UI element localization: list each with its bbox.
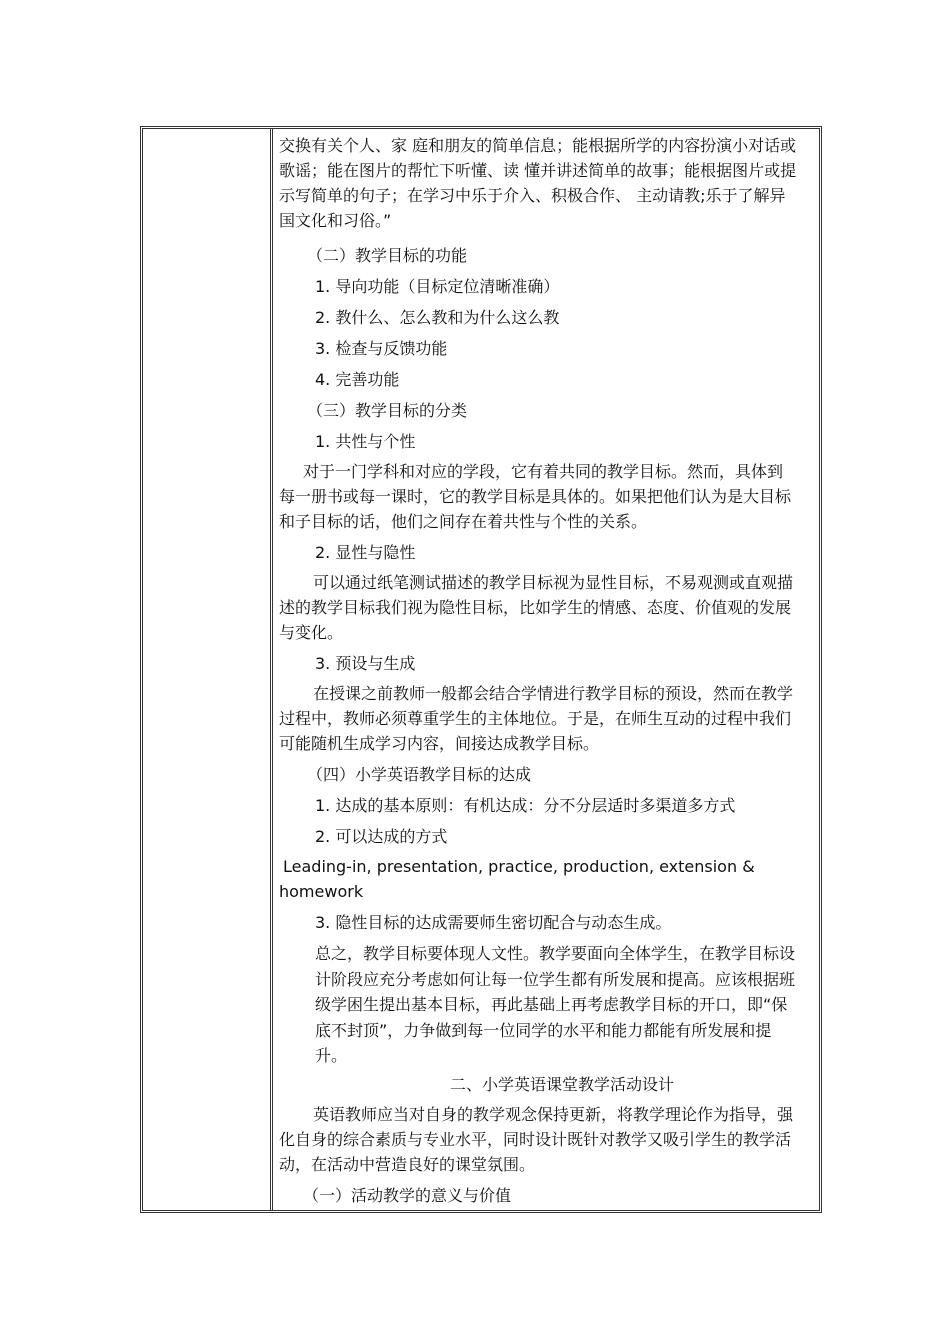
text-line: 化自身的综合素质与专业水平，同时设计既针对教学又吸引学生的教学活: [279, 1130, 792, 1149]
list-item: [315, 274, 559, 299]
text-line: 可能随机生成学习内容，间接达成教学目标。: [279, 734, 600, 753]
text-line: 2. 可以达成的方式: [315, 827, 448, 846]
section-heading-2: [307, 243, 467, 268]
text-line: 动，在活动中营造良好的课堂氛围。: [279, 1155, 536, 1174]
paragraph-commonality: [279, 459, 791, 534]
text-line: 升。: [315, 1046, 348, 1065]
text-line: 歌谣；能在图片的帮忙下听懂、读 懂并讲述简单的故事；能根据图片或提: [279, 161, 797, 180]
text-line: （二）教学目标的功能: [307, 246, 468, 265]
text-line: 2. 显性与隐性: [315, 543, 416, 562]
paragraph-explicit-implicit: [279, 570, 793, 645]
text-line: 英语教师应当对自身的教学观念保持更新，将教学理论作为指导，强: [313, 1105, 794, 1124]
text-line: homework: [279, 882, 364, 901]
paragraph-summary: [315, 941, 795, 1069]
paragraph-preset-generated: [279, 681, 793, 756]
text-line: Leading-in, presentation, practice, production, extension &: [283, 857, 755, 876]
text-line: （四）小学英语教学目标的达成: [307, 765, 532, 784]
text-line: 3. 隐性目标的达成需要师生密切配合与动态生成。: [315, 913, 672, 932]
section-heading-activity: [303, 1183, 511, 1208]
text-line: 总之，教学目标要体现人文性。教学要面向全体学生，在教学目标设: [315, 944, 796, 963]
list-item: [315, 367, 399, 392]
section-heading-4: [307, 762, 531, 787]
text-line: 计阶段应充分考虑如何让每一位学生都有所发展和提高。应该根据班: [315, 969, 796, 989]
list-item: [315, 336, 447, 361]
content-table: [140, 126, 822, 1213]
text-line: 交换有关个人、家 庭和朋友的简单信息；能根据所学的内容扮演小对话或: [279, 136, 797, 155]
paragraph-curriculum-quote: [279, 133, 796, 233]
paragraph-english-methods: [279, 854, 755, 904]
table-right-cell: [279, 129, 819, 1210]
section-heading-3: [307, 398, 467, 423]
list-item: [315, 793, 735, 818]
text-line: 1. 共性与个性: [315, 432, 416, 451]
text-line: 和子目标的话，他们之间存在着共性与个性的关系。: [279, 512, 648, 531]
text-line: 2. 教什么、怎么教和为什么这么教: [315, 308, 560, 327]
list-item: [315, 824, 447, 849]
paragraph-activity-design: [279, 1102, 793, 1177]
text-line: 4. 完善功能: [315, 370, 400, 389]
text-line: 示写简单的句子；在学习中乐于介入、积极合作、 主动请教;乐于了解异: [279, 186, 786, 205]
text-line: 可以通过纸笔测试描述的教学目标视为显性目标，不易观测或直观描: [313, 573, 794, 592]
list-item: [315, 910, 671, 935]
text-line: 每一册书或每一课时，它的教学目标是具体的。如果把他们认为是大目标: [279, 487, 792, 506]
text-line: 底不封顶”，力争做到每一位同学的水平和能力都能有所发展和提: [315, 1020, 772, 1040]
text-line: 二、小学英语课堂教学活动设计: [450, 1075, 675, 1094]
list-item: [315, 540, 415, 565]
text-line: 述的教学目标我们视为隐性目标，比如学生的情感、态度、价值观的发展: [279, 598, 792, 617]
text-line: 过程中，教师必须尊重学生的主体地位。于是，在师生互动的过程中我们: [279, 709, 792, 728]
chapter-heading: [450, 1072, 674, 1097]
text-line: 1. 导向功能（目标定位清晰准确）: [315, 277, 560, 296]
list-item: [315, 305, 559, 330]
list-item: [315, 651, 415, 676]
text-line: 在授课之前教师一般都会结合学情进行教学目标的预设，然而在教学: [313, 684, 794, 703]
list-item: [315, 429, 415, 454]
text-line: 级学困生提出基本目标，再此基础上再考虑教学目标的开口，即“保: [315, 995, 788, 1014]
text-line: 1. 达成的基本原则：有机达成：分不分层适时多渠道多方式: [315, 796, 736, 815]
text-line: 对于一门学科和对应的学段，它有着共同的教学目标。然而，具体到: [303, 462, 784, 481]
text-line: 与变化。: [279, 623, 344, 642]
text-line: 3. 预设与生成: [315, 654, 416, 673]
text-line: （一）活动教学的意义与价值: [303, 1186, 512, 1205]
table-left-cell: [143, 129, 273, 1210]
text-line: （三）教学目标的分类: [307, 401, 468, 420]
text-line: 国文化和习俗。”: [279, 211, 392, 230]
text-line: 3. 检查与反馈功能: [315, 339, 448, 358]
